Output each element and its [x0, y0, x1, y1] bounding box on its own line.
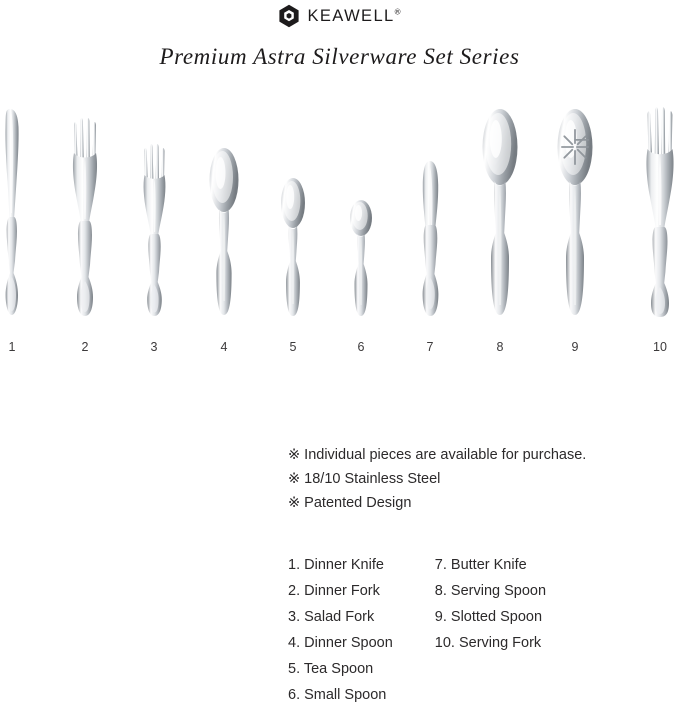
brand-header [0, 4, 679, 28]
piece-number: 7 [426, 340, 434, 354]
list-item: 8. Serving Spoon [434, 583, 547, 599]
tea-spoon-icon [263, 101, 323, 326]
piece-number: 1 [8, 340, 16, 354]
list-item: 9. Slotted Spoon [434, 609, 543, 625]
legend-column-left [288, 552, 393, 708]
registered-mark: ® [394, 7, 401, 16]
cutlery-row [0, 104, 679, 359]
legend-column-right [435, 552, 546, 708]
piece-legend [288, 552, 658, 708]
list-item: 5. Tea Spoon [288, 661, 374, 677]
brand-name [307, 7, 400, 26]
hexagon-logo-icon [278, 4, 300, 28]
piece-number: 5 [289, 340, 297, 354]
piece-number: 6 [357, 340, 365, 354]
serving-fork-icon [630, 101, 679, 326]
note-line: ※ Patented Design [288, 495, 412, 511]
list-item: 4. Dinner Spoon [288, 635, 393, 651]
notes-block [288, 443, 648, 515]
butter-knife-icon [400, 101, 460, 326]
slotted-spoon-icon [545, 101, 605, 326]
note-line: ※ 18/10 Stainless Steel [288, 471, 441, 487]
piece-number: 8 [496, 340, 504, 354]
list-item: 7. Butter Knife [434, 557, 527, 573]
piece-number: 10 [653, 340, 667, 354]
page-title: Premium Astra Silverware Set Series [159, 44, 520, 69]
list-item: 6. Small Spoon [288, 687, 387, 703]
piece-number: 3 [150, 340, 158, 354]
list-item: 10. Serving Fork [434, 635, 542, 651]
dinner-spoon-icon [194, 101, 254, 326]
serving-spoon-icon [470, 101, 530, 326]
list-item: 2. Dinner Fork [288, 583, 380, 599]
list-item: 1. Dinner Knife [288, 557, 384, 573]
dinner-fork-icon [55, 101, 115, 326]
list-item: 3. Salad Fork [288, 609, 375, 625]
note-line: ※ Individual pieces are available for purchase. [288, 447, 587, 463]
brand-name-text: KEAWELL [307, 6, 395, 25]
piece-number: 9 [571, 340, 579, 354]
salad-fork-icon [124, 101, 184, 326]
piece-number: 2 [81, 340, 89, 354]
piece-number: 4 [220, 340, 228, 354]
dinner-knife-icon [0, 101, 42, 326]
small-spoon-icon [331, 101, 391, 326]
